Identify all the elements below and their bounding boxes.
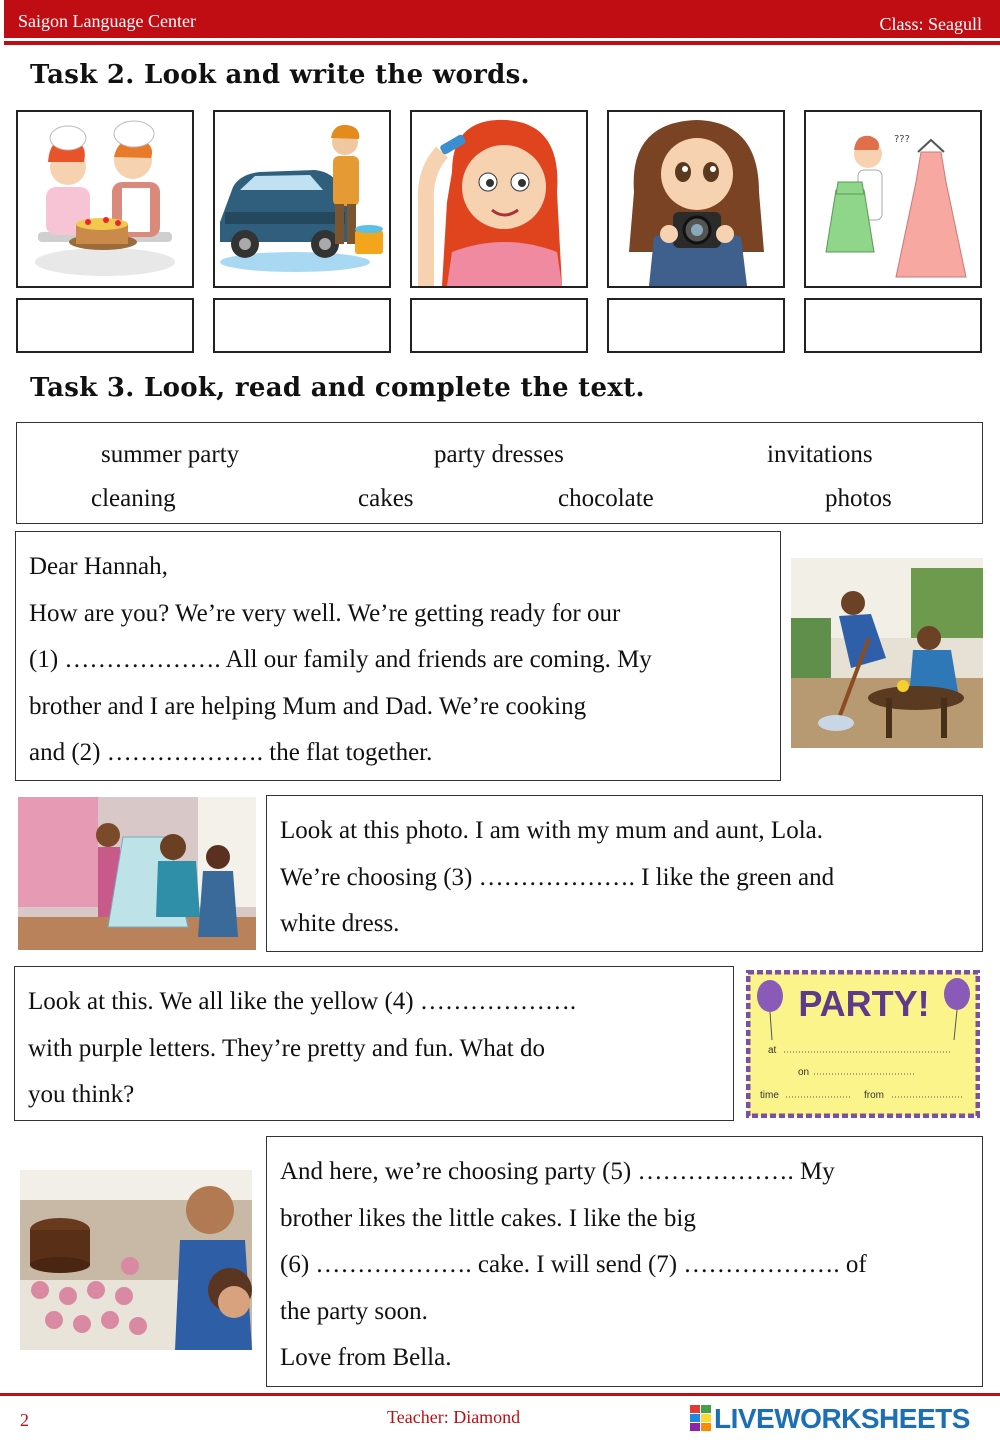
- text-line: How are you? We’re very well. We’re getting ready for our: [29, 599, 621, 627]
- picture-baking-cake: [16, 110, 194, 288]
- text-line: brother and I are helping Mum and Dad. We’re cooking: [29, 692, 587, 720]
- answer-box-5[interactable]: [804, 298, 982, 353]
- text-line: Look at this photo. I am with my mum and aunt, Lola.: [280, 817, 823, 844]
- text-line: (6) ………………. cake. I will send (7) ………………. of: [280, 1251, 867, 1279]
- text-line: Look at this. We all like the yellow (4) ……………….: [28, 988, 577, 1015]
- word-bank-item: cakes: [358, 485, 414, 512]
- letter-paragraph-3: [14, 966, 734, 1121]
- letter-paragraph-4: [266, 1136, 983, 1387]
- text-line: And here, we’re choosing party (5) ………………. My: [280, 1158, 835, 1185]
- school-name: Saigon Language Center: [18, 11, 196, 31]
- text-line: white dress.: [280, 910, 400, 938]
- header-divider: [4, 41, 1000, 45]
- header-bar: [4, 0, 1000, 38]
- liveworksheets-icon: [690, 1405, 712, 1433]
- answer-box-2[interactable]: [213, 298, 391, 353]
- picture-taking-photos: [607, 110, 785, 288]
- text-line: Dear Hannah,: [29, 553, 168, 580]
- invitation-on: on: [798, 1067, 810, 1078]
- invitation-from: from: [864, 1090, 884, 1101]
- taking-photos-icon: [609, 112, 783, 286]
- brushing-hair-icon: [412, 112, 586, 286]
- teacher-name: Teacher: Diamond: [387, 1407, 521, 1427]
- answer-box-4[interactable]: [607, 298, 785, 353]
- answer-box-1[interactable]: [16, 298, 194, 353]
- text-line: brother likes the little cakes. I like the big: [280, 1204, 696, 1232]
- dress-shop-photo-icon: [18, 797, 256, 950]
- page-number: 2: [20, 1410, 29, 1430]
- cakes-photo-icon: [20, 1170, 252, 1350]
- picture-brushing-hair: [410, 110, 588, 288]
- brand-text: LIVEWORKSHEETS: [714, 1403, 970, 1434]
- text-line: with purple letters. They’re pretty and fun. What do: [28, 1034, 545, 1062]
- word-bank-item: chocolate: [558, 485, 654, 512]
- word-bank-item: photos: [825, 485, 892, 512]
- invitation-heading: PARTY!: [798, 983, 930, 1024]
- word-bank-item: party dresses: [434, 441, 564, 468]
- class-label: Class: Seagull: [879, 14, 982, 34]
- text-line: you think?: [28, 1081, 135, 1109]
- text-line: and (2) ………………. the flat together.: [29, 739, 433, 767]
- letter-paragraph-2: [266, 795, 983, 952]
- word-bank-item: invitations: [767, 441, 873, 468]
- answer-box-3[interactable]: [410, 298, 588, 353]
- invitation-card-icon: [746, 970, 980, 1118]
- word-bank: [16, 422, 983, 524]
- photo-cleaning: [791, 558, 983, 748]
- svg-text:???: ???: [894, 134, 910, 145]
- text-line: Love from Bella.: [280, 1344, 452, 1372]
- choosing-dresses-icon: [806, 112, 980, 286]
- cleaning-photo-icon: [791, 558, 983, 748]
- word-bank-item: cleaning: [91, 485, 176, 512]
- word-bank-item: summer party: [101, 441, 240, 468]
- invitation-time: time: [760, 1090, 779, 1101]
- baking-cake-icon: [18, 112, 192, 286]
- letter-paragraph-1: [15, 531, 781, 781]
- photo-invitation: [746, 970, 980, 1118]
- text-line: We’re choosing (3) ………………. I like the green and: [280, 863, 835, 891]
- invitation-at: at: [768, 1045, 777, 1056]
- task3-title: Task 3. Look, read and complete the text.: [30, 373, 645, 403]
- text-line: (1) ………………. All our family and friends are coming. My: [29, 646, 652, 674]
- task2-title: Task 2. Look and write the words.: [30, 60, 530, 90]
- picture-washing-car: [213, 110, 391, 288]
- washing-car-icon: [215, 112, 389, 286]
- footer-divider: [0, 1393, 1000, 1396]
- photo-dress-shop: [18, 797, 256, 950]
- text-line: the party soon.: [280, 1297, 428, 1325]
- photo-cakes: [20, 1170, 252, 1350]
- picture-choosing-dresses: [804, 110, 982, 288]
